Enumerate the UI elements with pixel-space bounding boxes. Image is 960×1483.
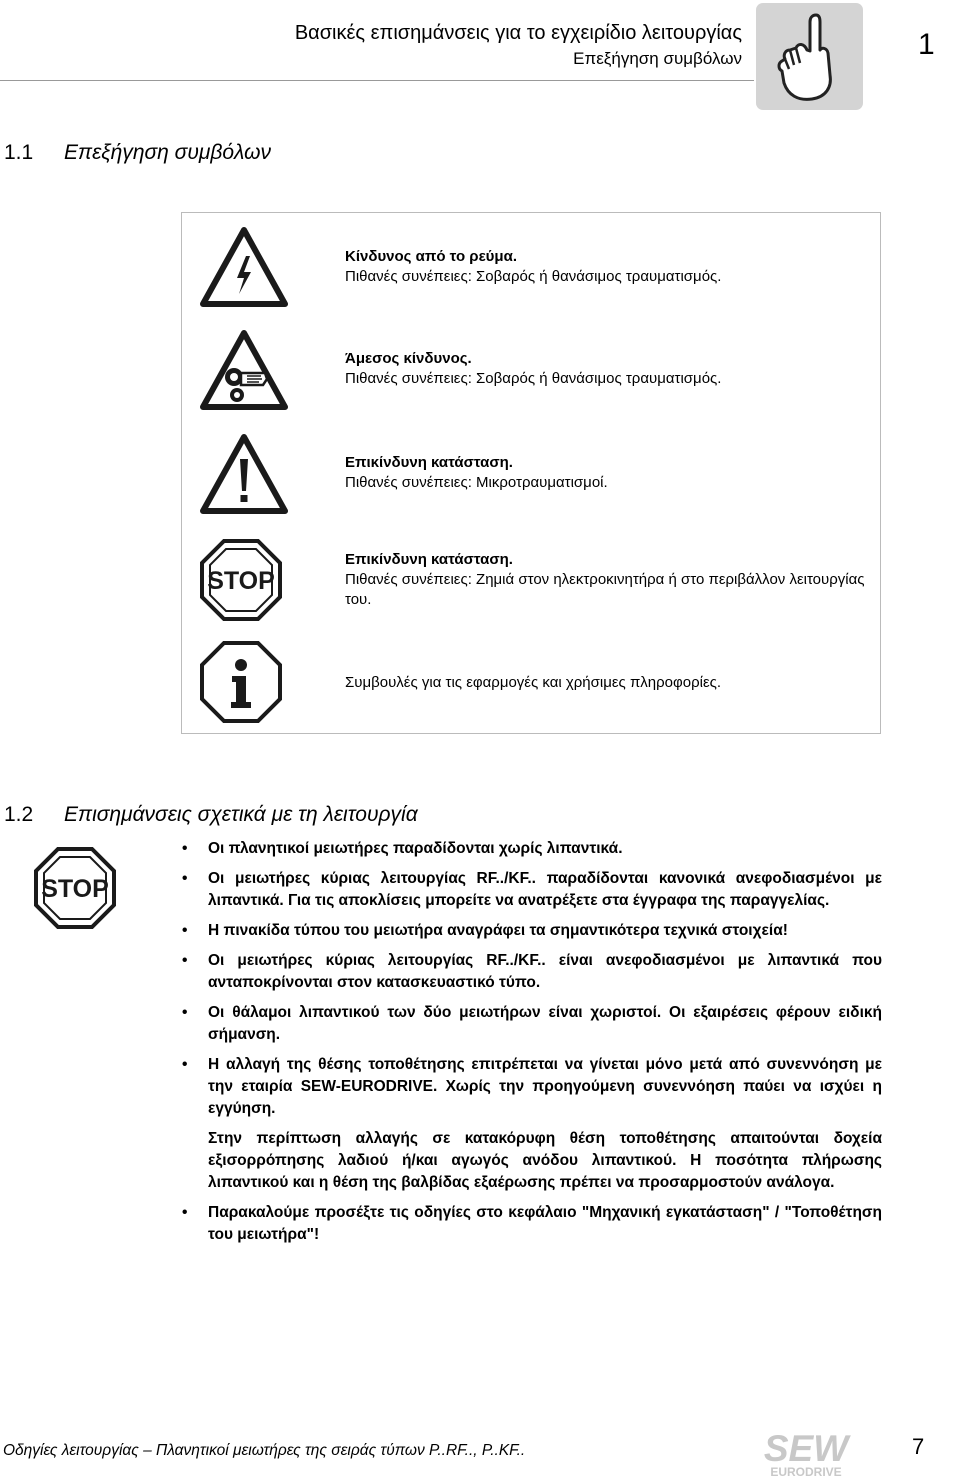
warning-exclamation-icon	[199, 433, 289, 520]
symbol-description: Επικίνδυνη κατάσταση. Πιθανές συνέπειες: Ζημιά στον ηλεκτροκινητήρα ή στο περιβάλλον λειτουργίας του.	[345, 551, 865, 608]
pointing-hand-icon	[756, 3, 863, 110]
section-number: 1.2	[4, 803, 34, 826]
symbol-description: Συμβουλές για τις εφαρμογές και χρήσιμες πληροφορίες.	[345, 674, 722, 691]
list-item: • Οι πλανητικοί μειωτήρες παραδίδονται χωρίς λιπαντικά.	[182, 840, 623, 857]
list-item: • Οι θάλαμοι λιπαντικού των δύο μειωτήρων είναι χωριστοί. Οι εξαιρέσεις φέρουν ειδική σήμανση.	[182, 1004, 882, 1043]
chapter-number: 1	[918, 28, 935, 61]
symbol-description: Επικίνδυνη κατάσταση. Πιθανές συνέπειες: Μικροτραυματισμοί.	[345, 454, 608, 491]
section-title: Επεξήγηση συμβόλων	[64, 141, 271, 164]
note-paragraph: Στην περίπτωση αλλαγής σε κατακόρυφη θέση τοποθέτησης απαιτούνται δοχεία εξισορρόπησης λαδιού ή/και αγωγός ανόδου λιπαντικού. Η ποσότητα πλήρωσης λιπαντικού και η θέση της βαλβίδας εξαέρωσης πρέπει να προσαρμοστούν ανάλογα.	[208, 1130, 882, 1191]
sew-eurodrive-logo	[752, 1428, 860, 1483]
section-heading-1-1	[4, 141, 271, 165]
stop-sign-icon	[33, 846, 117, 935]
section-number: 1.1	[4, 141, 34, 164]
symbol-description: Άμεσος κίνδυνος. Πιθανές συνέπειες: Σοβαρός ή θανάσιμος τραυματισμός.	[345, 350, 722, 387]
svg-text:STOP: STOP	[41, 875, 109, 903]
operation-notes	[170, 838, 882, 1254]
section-title: Επισημάνσεις σχετικά με τη λειτουργία	[64, 803, 418, 826]
svg-text:EURODRIVE: EURODRIVE	[770, 1465, 842, 1478]
list-item: • Η πινακίδα τύπου του μειωτήρα αναγράφει τα σημαντικότερα τεχνικά στοιχεία!	[182, 922, 788, 939]
info-icon	[199, 640, 283, 729]
svg-text:STOP: STOP	[207, 567, 275, 595]
symbol-description: Κίνδυνος από το ρεύμα. Πιθανές συνέπειες: Σοβαρός ή θανάσιμος τραυματισμός.	[345, 248, 722, 285]
stop-sign-icon	[199, 538, 283, 627]
list-item: • Η αλλαγή της θέσης τοποθέτησης επιτρέπεται να γίνεται μόνο μετά από συνεννόηση με την εταιρία SEW-EURODRIVE. Χωρίς την προηγούμενη συνεννόηση παύει να ισχύει η εγγύηση.	[182, 1056, 882, 1117]
list-item: • Παρακαλούμε προσέξτε τις οδηγίες στο κεφάλαιο "Μηχανική εγκατάσταση" / "Τοποθέτηση του μειωτήρα"!	[182, 1204, 882, 1243]
document-subtitle: Επεξήγηση συμβόλων	[573, 49, 742, 68]
electric-hazard-icon	[199, 226, 289, 313]
footer-text: Οδηγίες λειτουργίας – Πλανητικοί μειωτήρες της σειράς τύπων P..RF.., P..KF..	[3, 1442, 526, 1459]
mechanical-hazard-icon	[199, 329, 289, 416]
page-number: 7	[912, 1434, 925, 1459]
svg-text:SEW: SEW	[763, 1428, 849, 1469]
symbol-legend-box	[181, 212, 881, 734]
document-title: Βασικές επισημάνσεις για το εγχειρίδιο λειτουργίας	[294, 22, 742, 44]
list-item: • Οι μειωτήρες κύριας λειτουργίας RF../KF.. παραδίδονται κανονικά ανεφοδιασμένοι με λιπαντικά. Για τις αποκλίσεις μπορείτε να ανατρέξετε στα έγγραφα της παραγγελίας.	[182, 870, 882, 909]
list-item: • Οι μειωτήρες κύριας λειτουργίας RF../KF.. είναι ανεφοδιασμένοι με λιπαντικά που ανταποκρίνονται στον κατασκευαστικό τύπο.	[182, 952, 882, 991]
header-divider	[0, 80, 754, 81]
section-heading-1-2	[4, 803, 418, 827]
